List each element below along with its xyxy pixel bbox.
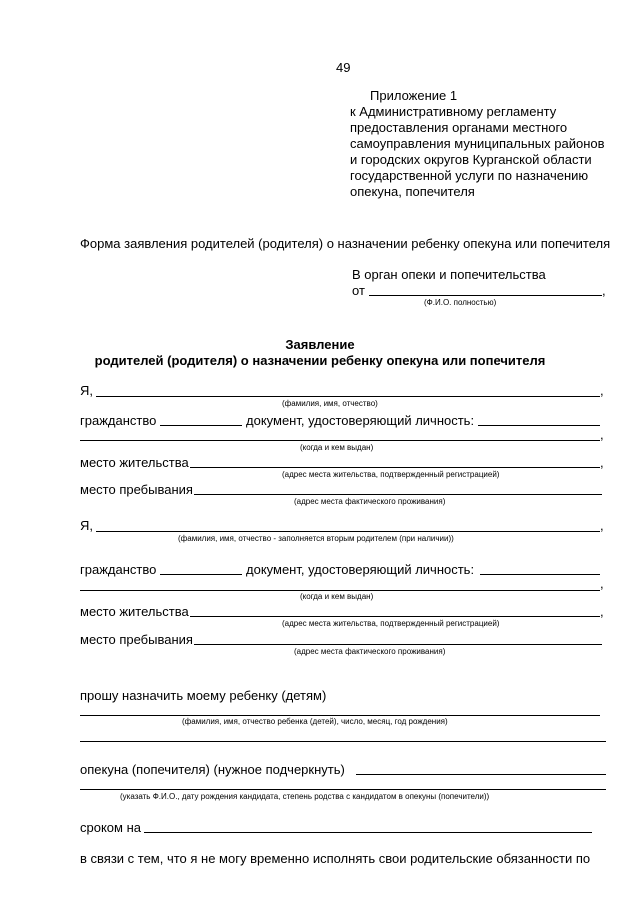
- comma: ,: [602, 283, 606, 298]
- term-label: сроком на: [80, 820, 141, 835]
- parent1-stay-field[interactable]: [194, 481, 602, 495]
- guardian-field[interactable]: [356, 761, 606, 775]
- request-ask: прошу назначить моему ребенку (детям): [80, 688, 327, 703]
- appendix-title: Приложение 1: [370, 88, 458, 103]
- parent1-stay-line: [194, 494, 602, 495]
- parent1-issued-line: [80, 440, 600, 441]
- reason-text: в связи с тем, что я не могу временно исполнять свои родительские обязанности по: [80, 851, 591, 866]
- child-info-field[interactable]: [80, 701, 600, 715]
- comma: ,: [600, 455, 604, 470]
- term-line: [144, 832, 592, 833]
- appendix-line: самоуправления муниципальных районов: [350, 136, 605, 151]
- appendix-line: государственной услуги по назначению: [350, 168, 589, 183]
- parent2-residence-hint: (адрес места жительства, подтвержденный регистрацией): [282, 619, 500, 628]
- parent2-id-line: [480, 574, 600, 575]
- parent1-issued-hint: (когда и кем выдан): [300, 443, 374, 452]
- guardian-field-2[interactable]: [80, 776, 606, 790]
- comma: ,: [600, 518, 604, 533]
- parent1-residence-label: место жительства: [80, 455, 189, 470]
- parent2-name-line: [96, 531, 600, 532]
- appendix-line: предоставления органами местного: [350, 120, 568, 135]
- guardian-line-2: [80, 789, 606, 790]
- addressee-from-label: от: [352, 283, 365, 298]
- child-info-line: [80, 715, 600, 716]
- parent1-name-field[interactable]: [96, 383, 600, 397]
- parent2-issued-field[interactable]: [80, 576, 600, 590]
- parent2-stay-line: [194, 644, 602, 645]
- parent2-citizenship-line: [160, 574, 242, 575]
- parent2-citizenship-field[interactable]: [160, 561, 242, 575]
- term-field[interactable]: [144, 819, 592, 833]
- parent2-issued-hint: (когда и кем выдан): [300, 592, 374, 601]
- appendix-line: к Административному регламенту: [350, 104, 557, 119]
- comma: ,: [600, 576, 604, 591]
- parent2-name-field[interactable]: [96, 518, 600, 532]
- parent1-issued-field[interactable]: [80, 426, 600, 440]
- parent2-residence-field[interactable]: [190, 603, 600, 617]
- parent1-residence-field[interactable]: [190, 454, 600, 468]
- parent1-id-field[interactable]: [478, 412, 600, 426]
- appendix-line: опекуна, попечителя: [350, 184, 475, 199]
- comma: ,: [600, 427, 604, 442]
- parent2-stay-field[interactable]: [194, 631, 602, 645]
- parent1-stay-label: место пребывания: [80, 482, 193, 497]
- form-caption: Форма заявления родителей (родителя) о назначении ребенку опекуна или попечителя: [80, 236, 611, 251]
- fio-hint: (Ф.И.О. полностью): [424, 298, 497, 307]
- parent2-i-label: Я,: [80, 518, 93, 533]
- parent2-name-hint: (фамилия, имя, отчество - заполняется вторым родителем (при наличии)): [178, 534, 454, 543]
- parent2-id-field[interactable]: [480, 561, 600, 575]
- document-subtitle: родителей (родителя) о назначении ребенку опекуна или попечителя: [94, 353, 546, 368]
- guardian-hint: (указать Ф.И.О., дату рождения кандидата, степень родства с кандидатом в опекуны (попечители)): [120, 792, 490, 801]
- parent1-residence-line: [190, 467, 600, 468]
- parent1-citizenship-field[interactable]: [160, 412, 242, 426]
- parent2-stay-label: место пребывания: [80, 632, 193, 647]
- comma: ,: [600, 383, 604, 398]
- parent1-name-line: [96, 396, 600, 397]
- guardian-label: опекуна (попечителя) (нужное подчеркнуть): [80, 762, 345, 777]
- parent2-citizenship-label: гражданство: [80, 562, 157, 577]
- parent2-id-label: документ, удостоверяющий личность:: [246, 562, 475, 577]
- child-info-hint: (фамилия, имя, отчество ребенка (детей), число, месяц, год рождения): [182, 717, 448, 726]
- addressee-to: В орган опеки и попечительства: [352, 267, 546, 282]
- parent2-stay-hint: (адрес места фактического проживания): [294, 647, 446, 656]
- parent2-residence-label: место жительства: [80, 604, 189, 619]
- parent1-i-label: Я,: [80, 383, 93, 398]
- comma: ,: [600, 604, 604, 619]
- addressee-fio-field[interactable]: [369, 282, 602, 296]
- addressee-fio-line: [369, 295, 602, 296]
- parent1-citizenship-label: гражданство: [80, 413, 157, 428]
- parent1-residence-hint: (адрес места жительства, подтвержденный регистрацией): [282, 470, 500, 479]
- guardian-line: [356, 774, 606, 775]
- parent1-id-label: документ, удостоверяющий личность:: [246, 413, 475, 428]
- parent1-name-hint: (фамилия, имя, отчество): [282, 399, 378, 408]
- parent1-stay-hint: (адрес места фактического проживания): [294, 497, 446, 506]
- appendix-line: и городских округов Курганской области: [350, 152, 592, 167]
- child-info-field-2[interactable]: [80, 728, 606, 742]
- parent2-residence-line: [190, 616, 600, 617]
- document-title: Заявление: [285, 337, 355, 352]
- parent2-issued-line: [80, 590, 600, 591]
- page-number: 49: [336, 60, 351, 75]
- child-info-line-2: [80, 741, 606, 742]
